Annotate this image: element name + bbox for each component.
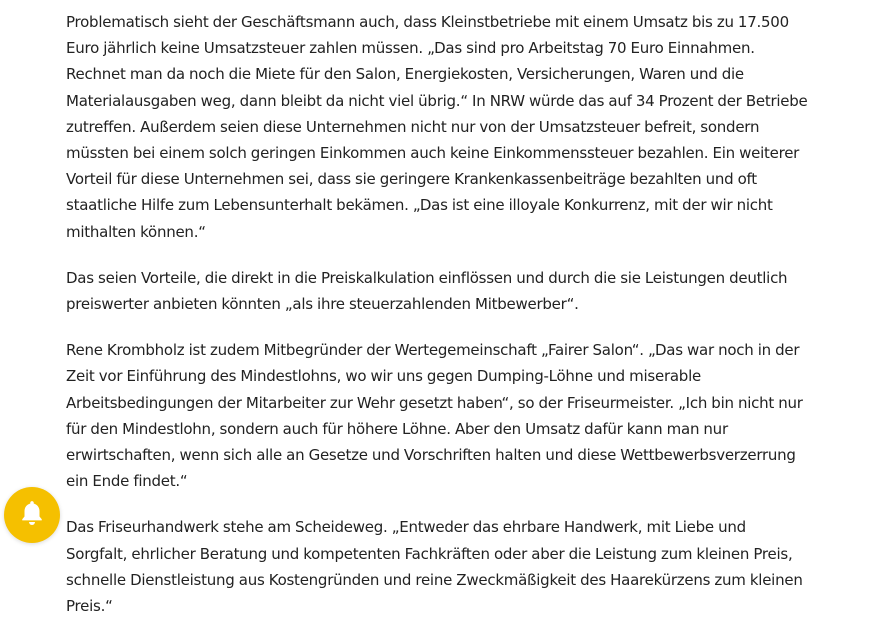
bell-icon <box>17 498 47 532</box>
article-paragraph: Problematisch sieht der Geschäftsmann auch, dass Kleinstbetriebe mit einem Umsatz bis zu 17.500 Euro jährlich keine Umsatzsteuer zahlen müssen. „Das sind pro Arbeitstag 70 Euro Einnahmen. Rechnet man da noch die Miete für den Salon, Energiekosten, Versicherungen, Waren und die Materialausgaben weg, dann bleibt da nicht viel übrig.“ In NRW würde das auf 34 Prozent der Betriebe zutreffen. Außerdem seien diese Unternehmen nicht nur von der Umsatzsteuer befreit, sondern müssten bei einem solch geringen Einkommen auch keine Einkommenssteuer bezahlen. Ein weiterer Vorteil für diese Unternehmen sei, dass sie geringere Krankenkassenbeiträge bezahlten und oft staatliche Hilfe zum Lebensunterhalt bekämen. „Das ist eine illoyale Konkurrenz, mit der wir nicht mithalten können.“ <box>66 13 808 241</box>
notification-bell-button[interactable] <box>4 487 60 543</box>
article-paragraph: Das Friseurhandwerk stehe am Scheideweg. „Entweder das ehrbare Handwerk, mit Liebe und Sorgfalt, ehrlicher Beratung und kompetenten Fachkräften oder aber die Leistung zum kleinen Preis, schnelle Dienstleistung aus Kostengründen und reine Zweckmäßigkeit des Haarekürzens zum kleinen Preis.“ <box>66 518 803 616</box>
article-body <box>66 9 811 639</box>
article-paragraph: Das seien Vorteile, die direkt in die Preiskalkulation einflössen und durch die sie Leistungen deutlich preiswerter anbieten könnten „als ihre steuerzahlenden Mitbewerber“. <box>66 268 788 314</box>
article-paragraph: Rene Krombholz ist zudem Mitbegründer der Wertegemeinschaft „Fairer Salon“. „Das war noch in der Zeit vor Einführung des Mindestlohns, wo wir uns gegen Dumping-Löhne und miserable Arbeitsbedingungen der Mitarbeiter zur Wehr gesetzt haben“, so der Friseurmeister. „Ich bin nicht nur für den Mindestlohn, sondern auch für höhere Löhne. Aber den Umsatz dafür kann man nur erwirtschaften, wenn sich alle an Gesetze und Vorschriften halten und diese Wettbewerbsverzerrung ein Ende findet.“ <box>66 341 803 491</box>
